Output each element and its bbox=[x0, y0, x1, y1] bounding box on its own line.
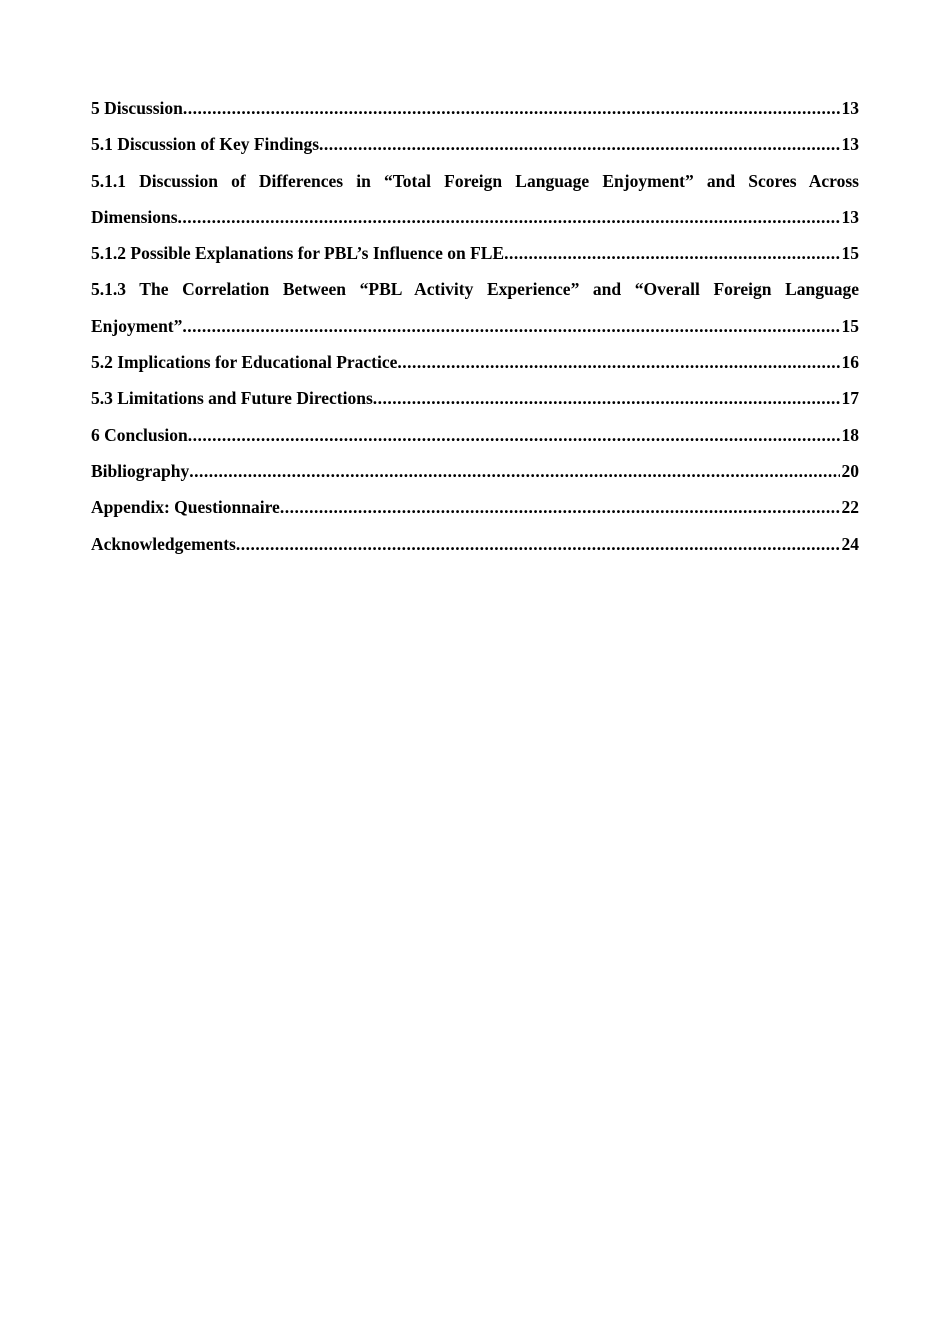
toc-entry-page: 16 bbox=[841, 352, 859, 373]
toc-entry-page: 13 bbox=[841, 134, 859, 155]
toc-entry-discussion[interactable] bbox=[91, 90, 859, 126]
dot-leader bbox=[188, 417, 840, 453]
toc-entry-appendix[interactable] bbox=[91, 489, 859, 525]
dot-leader bbox=[373, 380, 840, 416]
toc-entry-page: 24 bbox=[841, 533, 859, 554]
toc-entry-limitations[interactable] bbox=[91, 380, 859, 416]
toc-entry-title: Appendix: Questionnaire bbox=[91, 497, 280, 518]
toc-entry-page: 17 bbox=[841, 388, 859, 409]
toc-entry-differences[interactable] bbox=[91, 163, 859, 236]
toc-entry-title: Bibliography bbox=[91, 460, 190, 481]
toc-entry-implications[interactable] bbox=[91, 344, 859, 380]
dot-leader bbox=[183, 90, 840, 126]
dot-leader bbox=[189, 453, 839, 489]
dot-leader bbox=[178, 199, 840, 235]
toc-entry-title: 6 Conclusion bbox=[91, 424, 188, 445]
toc-entry-title-line1: 5.1.3 The Correlation Between “PBL Activity Experience” and “Overall Foreign Language bbox=[91, 279, 859, 300]
toc-entry-conclusion[interactable] bbox=[91, 417, 859, 453]
toc-entry-bibliography[interactable] bbox=[91, 453, 859, 489]
toc-entry-title: 5 Discussion bbox=[91, 98, 183, 118]
dot-leader bbox=[504, 235, 839, 271]
toc-entry-key-findings[interactable] bbox=[91, 126, 859, 162]
toc-entry-title: Dimensions bbox=[91, 206, 178, 227]
dot-leader bbox=[182, 308, 839, 344]
toc-entry-page: 20 bbox=[841, 460, 859, 481]
toc-entry-page: 13 bbox=[841, 206, 859, 227]
toc-entry-title: Enjoyment” bbox=[91, 315, 183, 336]
table-of-contents bbox=[91, 90, 859, 562]
dot-leader bbox=[236, 526, 840, 562]
dot-leader bbox=[280, 489, 840, 525]
dot-leader bbox=[397, 344, 839, 380]
dot-leader bbox=[319, 126, 839, 162]
toc-entry-correlation[interactable] bbox=[91, 271, 859, 344]
toc-entry-page: 15 bbox=[841, 243, 859, 264]
toc-entry-title-line1: 5.1.1 Discussion of Differences in “Total Foreign Language Enjoyment” and Scores Across bbox=[91, 170, 859, 191]
toc-entry-title: 5.1 Discussion of Key Findings bbox=[91, 134, 320, 155]
toc-entry-title: Acknowledgements bbox=[91, 533, 236, 554]
toc-entry-explanations[interactable] bbox=[91, 235, 859, 271]
toc-entry-title: 5.2 Implications for Educational Practice bbox=[91, 352, 398, 373]
toc-entry-title: 5.3 Limitations and Future Directions bbox=[91, 388, 373, 409]
toc-entry-page: 15 bbox=[841, 315, 859, 336]
toc-entry-acknowledgements[interactable] bbox=[91, 526, 859, 562]
toc-entry-page: 18 bbox=[841, 424, 859, 445]
toc-entry-title: 5.1.2 Possible Explanations for PBL’s Influence on FLE bbox=[91, 243, 505, 264]
toc-entry-page: 22 bbox=[841, 497, 859, 518]
toc-entry-page: 13 bbox=[841, 98, 859, 118]
